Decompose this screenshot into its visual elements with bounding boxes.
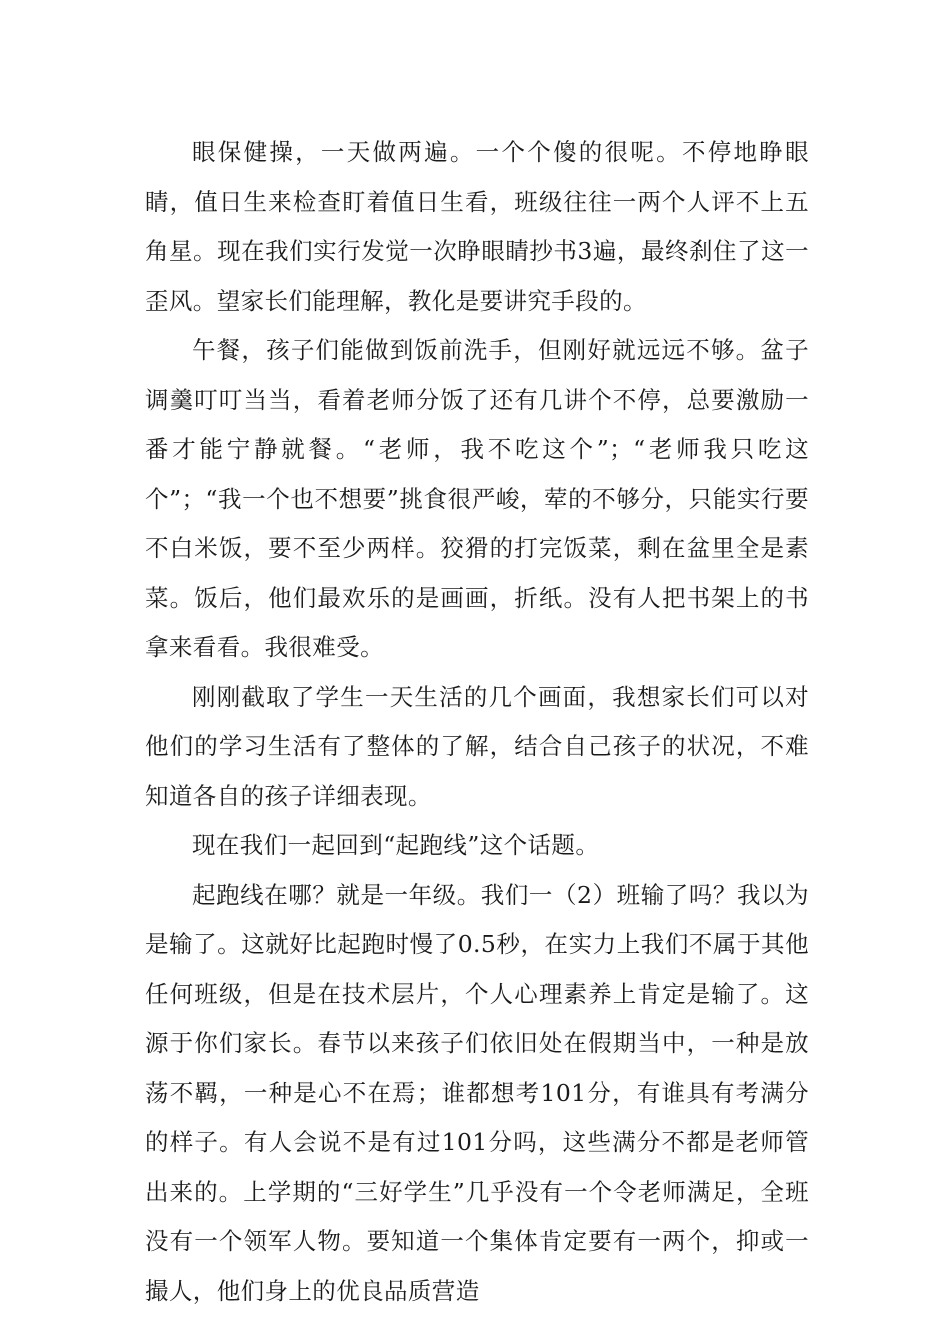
paragraph-topic: 现在我们一起回到“起跑线”这个话题。 <box>192 831 600 859</box>
paragraph-eye-exercises: 眼保健操，一天做两遍。一个个傻的很呢。不停地睁眼睛，值日生来检查盯着值日生看，班级往往一两个人评不上五角星。现在我们实行发觉一次睁眼睛抄书3遍，最终刹住了这一歪风。望家长们能理解，教化是要讲究手段的。 <box>145 138 809 315</box>
paragraph-starting-line: 起跑线在哪？就是一年级。我们一（2）班输了吗？我以为是输了。这就好比起跑时慢了0.5秒，在实力上我们不属于其他任何班级，但是在技术层片，个人心理素养上肯定是输了。这源于你们家长。春节以来孩子们依旧处在假期当中，一种是放荡不羁，一种是心不在焉；谁都想考101分，有谁具有考满分的样子。有人会说不是有过101分吗，这些满分不都是老师管出来的。上学期的“三好学生”几乎没有一个令老师满足，全班没有一个领军人物。要知道一个集体肯定要有一两个，抑或一撮人，他们身上的优良品质营造 <box>145 880 809 1305</box>
paragraph-summary: 刚刚截取了学生一天生活的几个画面，我想家长们可以对他们的学习生活有了整体的了解，结合自己孩子的状况，不难知道各自的孩子详细表现。 <box>145 682 809 810</box>
body-text <box>145 128 809 1316</box>
paragraph-lunch: 午餐，孩子们能做到饭前洗手，但刚好就远远不够。盆子调羹叮叮当当，看着老师分饭了还有几讲个不停，总要激励一番才能宁静就餐。“老师，我不吃这个”；“老师我只吃这个”；“我一个也不想要”挑食很严峻，荤的不够分，只能实行要不白米饭，要不至少两样。狡猾的打完饭菜，剩在盆里全是素菜。饭后，他们最欢乐的是画画，折纸。没有人把书架上的书拿来看看。我很难受。 <box>145 336 809 661</box>
